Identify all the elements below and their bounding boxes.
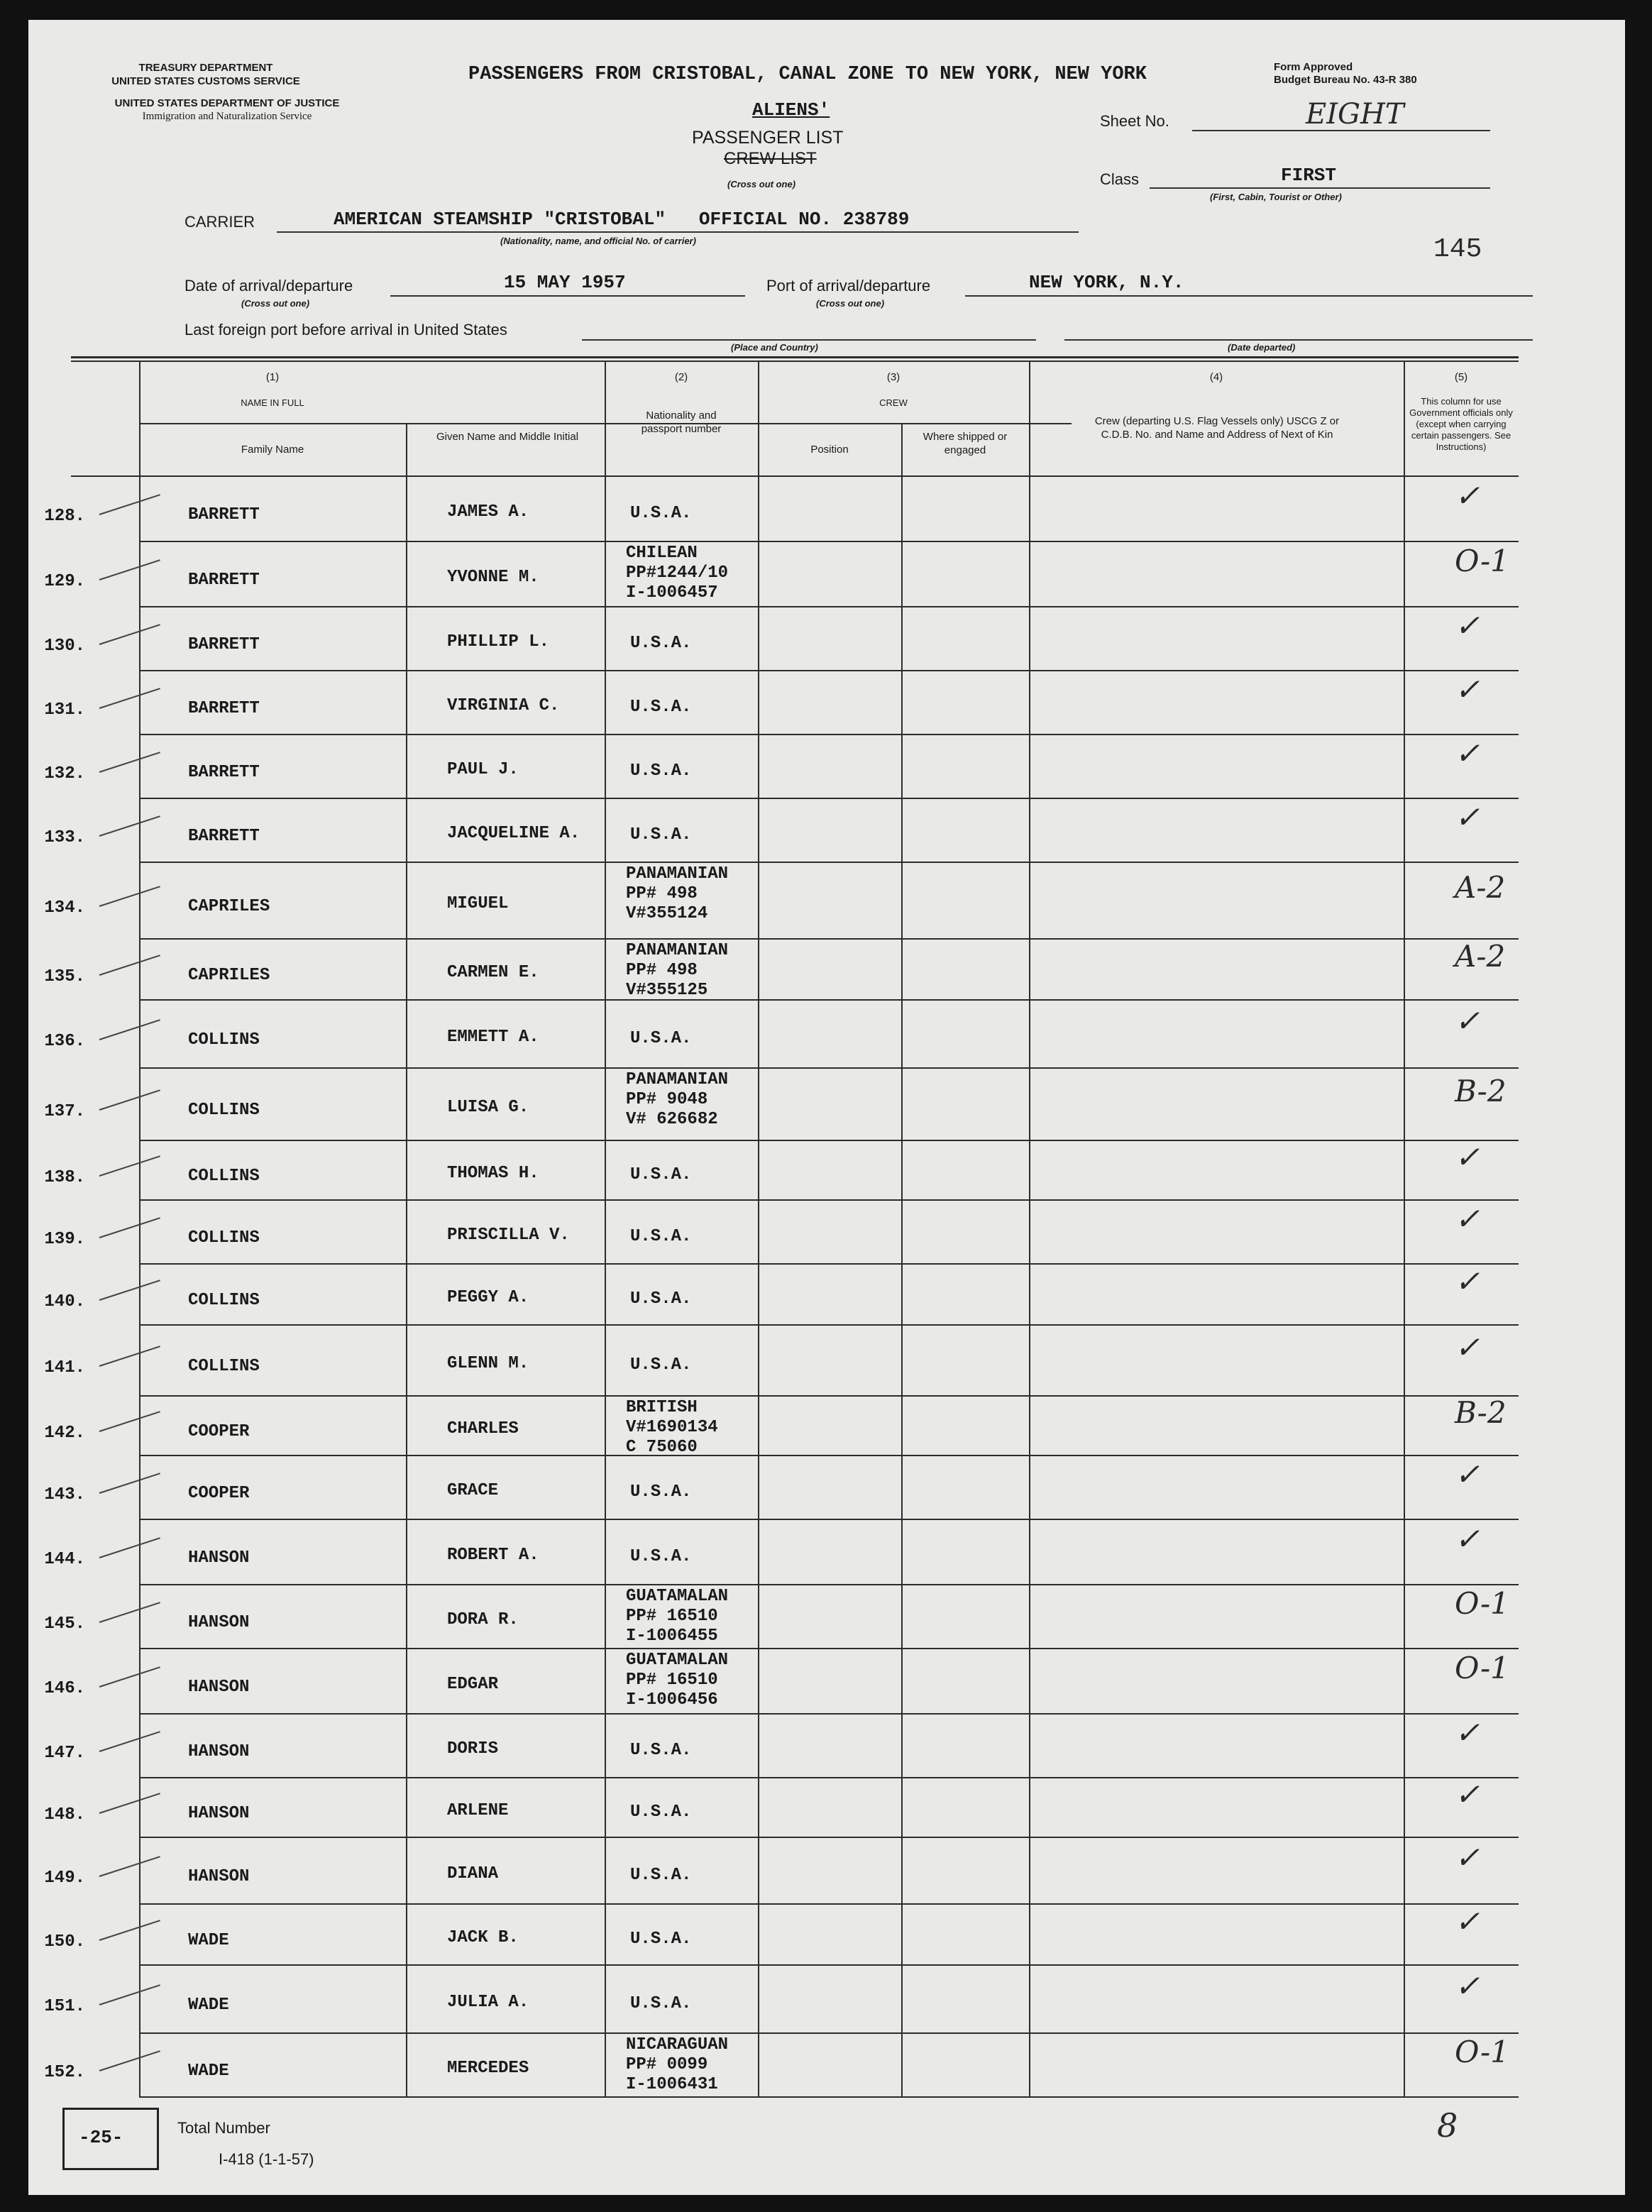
row-number: 132. [44,764,85,783]
row-number: 137. [44,1102,85,1121]
nationality-cell: U.S.A. [630,1289,692,1309]
gov-check-mark: ✓ [1455,478,1480,513]
port-label: Port of arrival/departure [766,277,931,295]
gov-check-mark: B-2 [1455,1074,1507,1108]
nationality-cell: GUATAMALAN PP# 16510 I-1006456 [626,1651,729,1710]
row-rule [139,1777,1519,1778]
row-rule [139,1903,1519,1905]
col-crew-departing: Crew (departing U.S. Flag Vessels only) USCG Z or C.D.B. No. and Name and Address of Next of Kin [1094,415,1340,441]
row-number: 140. [44,1292,85,1311]
nationality-cell: CHILEAN PP#1244/10 I-1006457 [626,544,729,602]
col-5-number: (5) [1454,371,1468,383]
gov-check-mark: ✓ [1455,736,1480,771]
gov-check-mark: ✓ [1455,1140,1480,1174]
gov-check-mark: ✓ [1455,1840,1480,1875]
row-rule [139,1837,1519,1838]
given-name-cell: LUISA G. [447,1098,529,1117]
row-rule [139,1648,1519,1649]
family-name-cell: COLLINS [188,1167,260,1186]
gov-check-mark: B-2 [1455,1395,1507,1430]
gov-check-mark: ✓ [1455,1457,1480,1492]
row-number: 139. [44,1230,85,1249]
gov-check-mark: ✓ [1455,1522,1480,1556]
port-value: NEW YORK, N.Y. [1029,272,1184,293]
row-number: 134. [44,898,85,918]
row-number: 128. [44,507,85,526]
nationality-cell: U.S.A. [630,634,692,653]
date-underline [390,295,745,297]
row-tick-slash [99,1602,160,1623]
nationality-cell: U.S.A. [630,1866,692,1885]
carrier-label: CARRIER [185,213,255,231]
row-number: 146. [44,1679,85,1698]
family-name-cell: COLLINS [188,1291,260,1310]
row-rule [139,2032,1519,2034]
family-name-cell: HANSON [188,1613,250,1632]
row-rule [139,1324,1519,1326]
class-value: FIRST [1281,165,1337,186]
header-bottom-rule [71,475,1519,477]
gov-check-mark: O-1 [1455,1651,1509,1685]
nationality-cell: PANAMANIAN PP# 9048 V# 626682 [626,1070,729,1129]
row-rule [139,606,1519,607]
nationality-cell: GUATAMALAN PP# 16510 I-1006455 [626,1587,729,1646]
form-approved [1274,61,1417,87]
row-tick-slash [99,624,160,645]
given-name-cell: PEGGY A. [447,1288,529,1307]
gov-check-mark: ✓ [1455,800,1480,835]
table-top-rule [71,356,1519,358]
nationality-cell: U.S.A. [630,1803,692,1822]
family-name-cell: COLLINS [188,1357,260,1376]
page-title: PASSENGERS FROM CRISTOBAL, CANAL ZONE TO NEW YORK, NEW YORK [468,64,1147,85]
row-tick-slash [99,1537,160,1558]
col-where-shipped: Where shipped or engaged [923,431,1008,456]
aliens-label: ALIENS' [752,99,830,121]
port-hint: (Cross out one) [816,298,885,309]
col-divider-given [406,423,407,2096]
row-number: 151. [44,1997,85,2016]
given-name-cell: JAMES A. [447,502,529,522]
row-tick-slash [99,1411,160,1432]
given-name-cell: MERCEDES [447,2059,529,2078]
given-name-cell: THOMAS H. [447,1164,539,1183]
row-number: 142. [44,1424,85,1443]
agency-block [64,61,348,88]
port-underline [965,295,1533,297]
nationality-cell: U.S.A. [630,1482,692,1502]
row-tick-slash [99,1793,160,1814]
col-family-name: Family Name [241,444,304,456]
table-bottom-rule [139,2096,1519,2098]
last-port-underline [582,339,1036,341]
col-name-in-full: NAME IN FULL [241,397,304,408]
nationality-cell: U.S.A. [630,1994,692,2013]
carrier-underline [277,231,1079,233]
nationality-cell: PANAMANIAN PP# 498 V#355124 [626,864,729,923]
given-name-cell: EMMETT A. [447,1028,539,1047]
row-number: 130. [44,637,85,656]
total-box [62,2108,159,2170]
date-hint: (Cross out one) [241,298,310,309]
family-name-cell: HANSON [188,1742,250,1761]
given-name-cell: PHILLIP L. [447,632,550,651]
class-label: Class [1100,170,1140,188]
sheet-label: Sheet No. [1100,112,1169,130]
row-number: 143. [44,1485,85,1504]
budget-bureau-text: Budget Bureau No. 43-R 380 [1274,74,1417,86]
sheet-value: EIGHT [1306,98,1404,131]
col-divider-where [901,423,903,2096]
nationality-cell: U.S.A. [630,1227,692,1246]
row-rule [139,734,1519,735]
family-name-cell: COLLINS [188,1228,260,1248]
form-number: I-418 (1-1-57) [219,2150,314,2168]
family-name-cell: HANSON [188,1867,250,1886]
col-3-number: (3) [886,371,901,383]
row-tick-slash [99,688,160,709]
row-rule [139,1395,1519,1397]
agency-customs: UNITED STATES CUSTOMS SERVICE [111,75,300,87]
given-name-cell: CHARLES [447,1419,519,1438]
family-name-cell: WADE [188,2062,229,2081]
family-name-cell: COOPER [188,1484,250,1503]
row-rule [139,1964,1519,1966]
given-name-cell: PAUL J. [447,760,519,779]
row-rule [139,1713,1519,1715]
row-tick-slash [99,1019,160,1040]
row-number: 152. [44,2063,85,2082]
gov-check-mark: ✓ [1455,1264,1480,1299]
gov-check-mark: O-1 [1455,1586,1509,1621]
row-number: 135. [44,967,85,986]
total-box-value: -25- [79,2127,123,2148]
gov-check-mark: A-2 [1455,870,1506,905]
row-rule [139,1140,1519,1141]
gov-check-mark: ✓ [1455,1969,1480,2003]
family-name-cell: COLLINS [188,1030,260,1050]
class-underline [1150,187,1490,189]
family-name-cell: COLLINS [188,1101,260,1120]
row-rule [139,670,1519,671]
gov-check-mark: ✓ [1455,1715,1480,1750]
agency-block-2 [67,97,387,123]
family-name-cell: CAPRILES [188,966,270,985]
row-rule [139,1455,1519,1456]
col-given-name: Given Name and Middle Initial [436,431,579,443]
row-rule [139,999,1519,1001]
family-name-cell: BARRETT [188,571,260,590]
gov-check-mark: A-2 [1455,939,1506,974]
row-tick-slash [99,1666,160,1688]
given-name-cell: JACQUELINE A. [447,824,580,843]
row-tick-slash [99,494,160,515]
nationality-cell: U.S.A. [630,504,692,523]
row-number: 136. [44,1032,85,1051]
row-tick-slash [99,1473,160,1494]
gov-check-mark: ✓ [1455,672,1480,707]
row-tick-slash [99,2050,160,2071]
cross-out-hint: (Cross out one) [727,179,796,189]
gov-check-mark: O-1 [1455,2035,1509,2069]
given-name-cell: ARLENE [447,1801,509,1820]
given-name-cell: YVONNE M. [447,568,539,587]
row-tick-slash [99,559,160,580]
col-2-number: (2) [674,371,688,383]
last-port-label: Last foreign port before arrival in United States [185,321,507,339]
row-rule [139,1519,1519,1520]
nationality-cell: U.S.A. [630,1029,692,1048]
row-number: 149. [44,1869,85,1888]
family-name-cell: HANSON [188,1678,250,1697]
form-approved-text: Form Approved [1274,61,1353,73]
row-number: 141. [44,1358,85,1377]
table-top-rule-2 [71,361,1519,362]
gov-check-mark: ✓ [1455,1201,1480,1236]
gov-check-mark: ✓ [1455,608,1480,643]
nationality-cell: BRITISH V#1690134 C 75060 [626,1398,718,1457]
given-name-cell: JULIA A. [447,1993,529,2012]
gov-check-mark: ✓ [1455,1777,1480,1812]
family-name-cell: BARRETT [188,827,260,846]
class-hint: (First, Cabin, Tourist or Other) [1210,192,1342,202]
family-name-cell: BARRETT [188,505,260,524]
row-number: 150. [44,1932,85,1952]
family-name-cell: HANSON [188,1804,250,1823]
page-number: 145 [1433,234,1482,265]
col-position: Position [810,444,849,456]
row-rule [139,1067,1519,1069]
family-name-cell: HANSON [188,1548,250,1568]
row-tick-slash [99,1731,160,1752]
row-tick-slash [99,752,160,773]
row-tick-slash [99,954,160,976]
agency-treasury: TREASURY DEPARTMENT [138,62,273,74]
row-rule [139,1199,1519,1201]
date-label: Date of arrival/departure [185,277,353,295]
nationality-cell: U.S.A. [630,1741,692,1760]
manifest-sheet [28,20,1625,2195]
given-name-cell: ROBERT A. [447,1546,539,1565]
family-name-cell: BARRETT [188,635,260,654]
row-rule [139,541,1519,542]
passenger-list-label: PASSENGER LIST [692,128,844,148]
total-mark: 8 [1437,2106,1458,2145]
nationality-cell: U.S.A. [630,1165,692,1184]
col-nationality: Nationality and passport number [641,409,722,435]
col-crew: CREW [879,397,908,408]
row-number: 148. [44,1805,85,1825]
date-value: 15 MAY 1957 [504,272,626,293]
given-name-cell: DORIS [447,1739,499,1759]
given-name-cell: CARMEN E. [447,963,539,982]
row-tick-slash [99,1920,160,1941]
agency-justice: UNITED STATES DEPARTMENT OF JUSTICE [114,97,340,109]
row-rule [139,1584,1519,1585]
date-departed-underline [1064,339,1533,341]
row-number: 138. [44,1168,85,1187]
crew-list-label: CREW LIST [724,149,817,168]
gov-check-mark: ✓ [1455,1904,1480,1939]
nationality-cell: PANAMANIAN PP# 498 V#355125 [626,941,729,1000]
row-rule [139,862,1519,863]
given-name-cell: PRISCILLA V. [447,1226,570,1245]
given-name-cell: GLENN M. [447,1354,529,1373]
row-rule [139,1263,1519,1265]
row-number: 129. [44,572,85,591]
nationality-cell: U.S.A. [630,1547,692,1566]
given-name-cell: GRACE [447,1481,499,1500]
gov-check-mark: ✓ [1455,1003,1480,1038]
family-name-cell: COOPER [188,1422,250,1441]
row-rule [139,938,1519,940]
total-number-label: Total Number [177,2119,270,2137]
nationality-cell: NICARAGUAN PP# 0099 I-1006431 [626,2035,729,2094]
given-name-cell: EDGAR [447,1675,499,1694]
date-departed-hint: (Date departed) [1228,342,1296,353]
col-1-number: (1) [265,371,280,383]
carrier-value: AMERICAN STEAMSHIP "CRISTOBAL" OFFICIAL NO. 238789 [334,209,910,230]
given-name-cell: DIANA [447,1864,499,1883]
given-name-cell: MIGUEL [447,894,509,913]
nationality-cell: U.S.A. [630,761,692,781]
row-tick-slash [99,1089,160,1111]
row-tick-slash [99,1346,160,1367]
row-tick-slash [99,815,160,837]
row-tick-slash [99,1217,160,1238]
nationality-cell: U.S.A. [630,1930,692,1949]
given-name-cell: JACK B. [447,1928,519,1947]
gov-check-mark: ✓ [1455,1330,1480,1365]
family-name-cell: BARRETT [188,699,260,718]
carrier-hint: (Nationality, name, and official No. of carrier) [500,236,696,246]
row-rule [139,798,1519,799]
row-tick-slash [99,1984,160,2005]
family-name-cell: WADE [188,1931,229,1950]
row-number: 144. [44,1550,85,1569]
given-name-cell: VIRGINIA C. [447,696,560,715]
agency-ins: Immigration and Naturalization Service [142,111,312,122]
given-name-cell: DORA R. [447,1610,519,1629]
place-hint: (Place and Country) [731,342,818,353]
gov-check-mark: O-1 [1455,544,1509,578]
nationality-cell: U.S.A. [630,825,692,844]
row-number: 147. [44,1744,85,1763]
row-tick-slash [99,1155,160,1177]
row-number: 131. [44,700,85,720]
family-name-cell: WADE [188,1996,229,2015]
family-name-cell: BARRETT [188,763,260,782]
col-4-number: (4) [1209,371,1223,383]
col-gov-use: This column for use Government officials only (except when carrying certain passengers. See Instructions) [1409,396,1513,452]
row-number: 145. [44,1614,85,1634]
row-tick-slash [99,1856,160,1877]
nationality-cell: U.S.A. [630,698,692,717]
family-name-cell: CAPRILES [188,897,270,916]
row-number: 133. [44,828,85,847]
row-tick-slash [99,1280,160,1301]
row-tick-slash [99,886,160,907]
nationality-cell: U.S.A. [630,1355,692,1375]
